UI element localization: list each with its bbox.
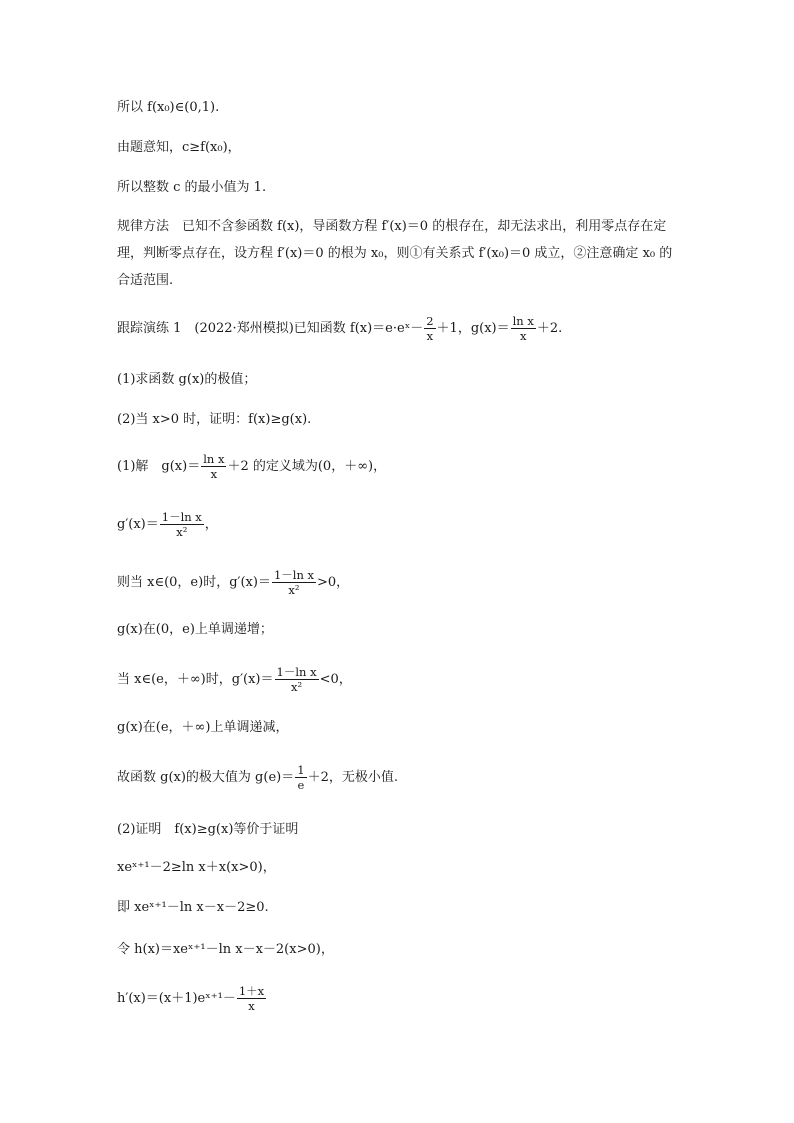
fraction-1plusx-over-x: $\frac{1+x}{x}$ [238, 984, 265, 1013]
increasing-condition: 则当 x∈(0，e)时，g′(x)＝ $\frac{\text{1－ln x}}{\text{x²}}$ >0， [117, 568, 350, 597]
text-line-1: 所以 f(x₀)∈(0,1). [117, 100, 220, 115]
fraction-2-over-x: $\frac{2}{x}$ [426, 314, 434, 343]
increasing-line: g(x)在(0，e)上单调递增； [117, 622, 273, 637]
define-h-line: 令 h(x)＝xeˣ⁺¹－ln x－x－2(x>0)， [117, 942, 334, 957]
solution-1-domain: (1)解 g(x)＝ $\frac{\text{ln x}}{x}$ ＋2 的定义域为(0，＋∞)， [117, 452, 387, 481]
decreasing-condition: 当 x∈(e，＋∞)时，g′(x)＝ $\frac{\text{1－ln x}}{\text{x²}}$ <0， [117, 665, 352, 694]
maximum-value-line: 故函数 g(x)的极大值为 g(e)＝ $\frac{1}{e}$ ＋2，无极小值. [117, 763, 398, 792]
derivative-line: g′(x)＝ $\frac{\text{1－ln x}}{\text{x²}}$ ， [117, 510, 218, 539]
fraction-lnx-over-x: $\frac{\text{ln x}}{x}$ [512, 314, 534, 343]
decreasing-line: g(x)在(e，＋∞)上单调递减， [117, 720, 289, 735]
fraction-derivative: $\frac{\text{1－ln x}}{\text{x²}}$ [161, 510, 202, 539]
equivalent-inequality: 即 xeˣ⁺¹－ln x－x－2≥0. [117, 900, 269, 915]
method-paragraph: 规律方法 已知不含参函数 f(x)，导函数方程 f′(x)＝0 的根存在，却无法求出，利用零点存在定理，判断零点存在，设方程 f′(x)＝0 的根为 x₀，则①有关系式 f′(x₀)＝0 成立，②注意确定 x₀ 的合适范围. [117, 219, 673, 288]
question-1: (1)求函数 g(x)的极值； [117, 372, 257, 387]
practice-problem-line: 跟踪演练 1 (2022·郑州模拟)已知函数 f(x)＝e·eˣ－ $\frac{2}{x}$ ＋1，g(x)＝ $\frac{\text{ln x}}{x}$ ＋2. [117, 314, 563, 343]
fraction-lnx-over-x: $\frac{\text{ln x}}{x}$ [203, 452, 225, 481]
text-line-3: 所以整数 c 的最小值为 1. [117, 180, 267, 195]
inequality-line: xeˣ⁺¹－2≥ln x＋x(x>0)， [117, 860, 276, 875]
fraction-derivative: $\frac{\text{1－ln x}}{\text{x²}}$ [276, 665, 317, 694]
proof-2-heading: (2)证明 f(x)≥g(x)等价于证明 [117, 822, 299, 837]
fraction-derivative: $\frac{\text{1－ln x}}{\text{x²}}$ [273, 568, 314, 597]
h-derivative-line: h′(x)＝(x＋1)eˣ⁺¹－ $\frac{1+x}{x}$ [117, 984, 265, 1013]
question-2: (2)当 x>0 时，证明：f(x)≥g(x). [117, 412, 312, 427]
text-line-2: 由题意知，c≥f(x₀)， [117, 140, 241, 155]
fraction-1-over-e: $\frac{1}{e}$ [297, 763, 305, 792]
